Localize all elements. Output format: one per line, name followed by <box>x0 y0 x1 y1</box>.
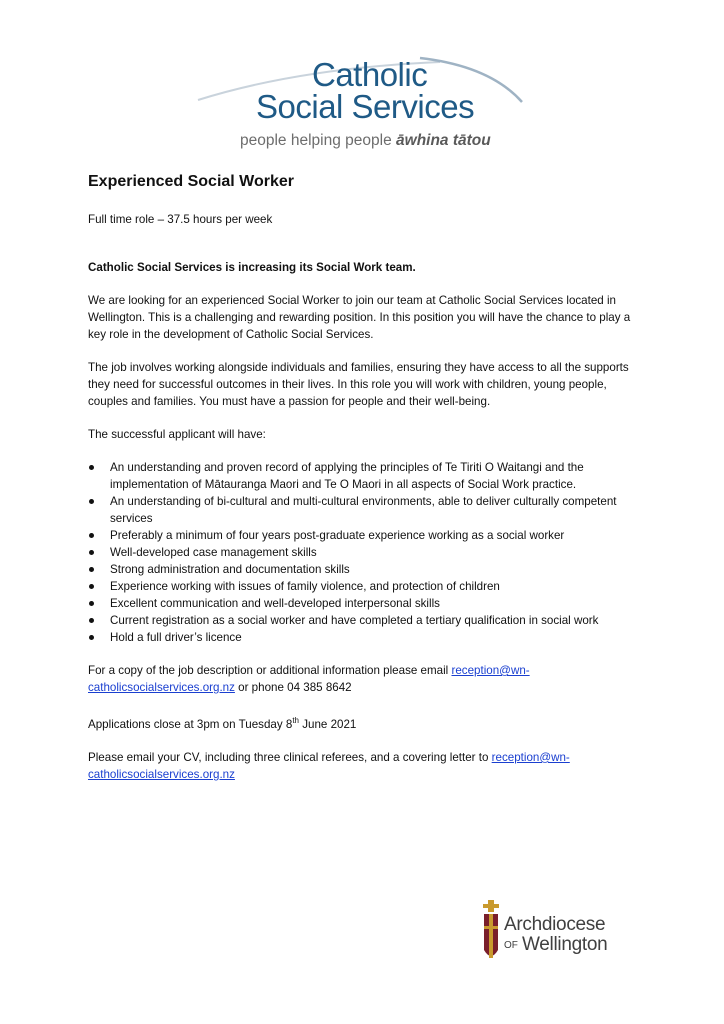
requirement-item: Strong administration and documentation skills <box>88 561 648 578</box>
contact-phone: or phone 04 385 8642 <box>234 681 352 694</box>
lead-statement: Catholic Social Services is increasing its Social Work team. <box>88 261 416 274</box>
requirement-item: Preferably a minimum of four years post-graduate experience working as a social worker <box>88 527 648 544</box>
apply-prefix: Please email your CV, including three clinical referees, and a covering letter to <box>88 750 492 764</box>
closing-date <box>88 712 648 733</box>
tagline-english: people helping people <box>240 132 392 149</box>
closing-prefix: Applications close at 3pm on Tuesday 8 <box>88 717 293 731</box>
requirements-intro: The successful applicant will have: <box>88 428 266 441</box>
job-advert <box>88 172 648 799</box>
archdiocese-label: Archdiocese <box>504 914 606 935</box>
role-paragraph: The job involves working alongside individuals and families, ensuring they have access to all the supports they need for successful outcomes in their lives. In this role you will work with children, young people, couples and families. You must have a passion for people and their well-being. <box>88 361 629 408</box>
intro-paragraph: We are looking for an experienced Social Worker to join our team at Catholic Social Services located in Wellington. This is a challenging and rewarding position. In this position you will have the chance to play a key role in the development of Catholic Social Services. <box>88 294 631 341</box>
job-title: Experienced Social Worker <box>88 173 295 190</box>
closing-year: June 2021 <box>298 717 357 731</box>
tagline-maori: āwhina tātou <box>396 132 491 149</box>
logo-text-line2: Social Services <box>256 88 475 125</box>
requirement-item: Hold a full driver’s licence <box>88 629 648 646</box>
contact-prefix: For a copy of the job description or additional information please email <box>88 664 452 677</box>
requirement-item: Excellent communication and well-developed interpersonal skills <box>88 595 648 612</box>
archdiocese-place-label: Wellington <box>522 934 608 955</box>
contact-email-link[interactable]: reception@wn-catholicsocialservices.org.nz <box>88 664 530 694</box>
catholic-social-services-logo <box>190 48 530 158</box>
requirements-list <box>88 459 648 646</box>
cross-crest-icon <box>480 900 502 964</box>
logo-tagline <box>240 132 491 150</box>
archdiocese-of-label: OF <box>504 940 518 951</box>
contact-paragraph <box>88 662 648 696</box>
apply-paragraph <box>88 749 648 783</box>
logo-text-line1: Catholic <box>312 56 428 93</box>
requirement-item: Current registration as a social worker and have completed a tertiary qualification in social work <box>88 612 648 629</box>
archdiocese-wellington-logo <box>480 900 620 964</box>
apply-email-link[interactable]: reception@wn-catholicsocialservices.org.nz <box>88 750 570 781</box>
requirement-item: An understanding and proven record of applying the principles of Te Tiriti O Waitangi and the implementation of Mātauranga Maori and Te O Maori in all aspects of Social Work practice. <box>88 459 648 493</box>
requirement-item: Experience working with issues of family violence, and protection of children <box>88 578 648 595</box>
job-hours: Full time role – 37.5 hours per week <box>88 213 273 226</box>
requirement-item: Well-developed case management skills <box>88 544 648 561</box>
requirement-item: An understanding of bi-cultural and multi-cultural environments, able to deliver culturally competent services <box>88 493 648 527</box>
closing-date-suffix: th <box>292 716 299 725</box>
